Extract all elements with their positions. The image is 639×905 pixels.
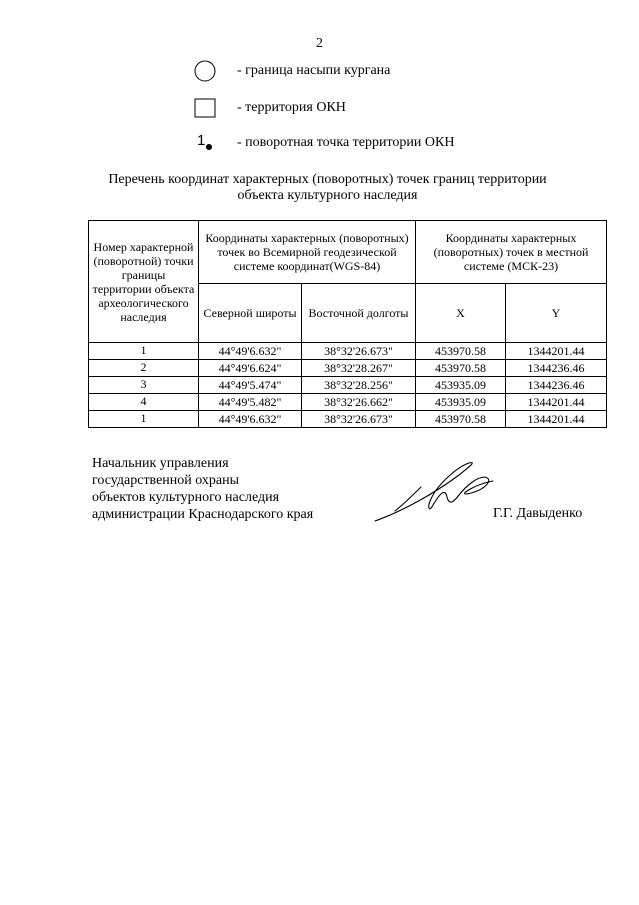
cell-latitude: 44°49'6.632"	[199, 343, 302, 360]
cell-latitude: 44°49'6.632"	[199, 411, 302, 428]
cell-y: 1344201.44	[506, 343, 607, 360]
point-label: 1	[197, 132, 206, 149]
cell-latitude: 44°49'5.482"	[199, 394, 302, 411]
cell-point-number: 4	[89, 394, 199, 411]
table-row	[89, 360, 607, 377]
legend-item-okn-territory	[193, 96, 346, 120]
cell-point-number: 1	[89, 411, 199, 428]
cell-x: 453970.58	[416, 343, 506, 360]
header-wgs84-group: Координаты характерных (поворотных) точек во Всемирной геодезической системе координат(WGS-84)	[199, 221, 416, 284]
legend-item-turning-point	[193, 131, 454, 155]
table-row	[89, 377, 607, 394]
cell-latitude: 44°49'5.474"	[199, 377, 302, 394]
header-north-latitude: Северной широты	[199, 284, 302, 343]
cell-x: 453970.58	[416, 411, 506, 428]
cell-longitude: 38°32'26.673"	[302, 411, 416, 428]
circle-icon	[193, 59, 223, 83]
cell-latitude: 44°49'6.624"	[199, 360, 302, 377]
page-number: 2	[316, 36, 323, 51]
table-row	[89, 411, 607, 428]
cell-y: 1344201.44	[506, 394, 607, 411]
legend-text: - поворотная точка территории ОКН	[237, 135, 455, 150]
document-title	[60, 172, 595, 204]
signer-name: Г.Г. Давыденко	[493, 506, 583, 521]
header-east-longitude: Восточной долготы	[302, 284, 416, 343]
cell-x: 453935.09	[416, 394, 506, 411]
cell-longitude: 38°32'28.256"	[302, 377, 416, 394]
cell-longitude: 38°32'26.673"	[302, 343, 416, 360]
cell-longitude: 38°32'26.662"	[302, 394, 416, 411]
header-y: Y	[506, 284, 607, 343]
cell-y: 1344236.46	[506, 377, 607, 394]
square-icon	[193, 96, 223, 120]
cell-point-number: 3	[89, 377, 199, 394]
legend-text: - территория ОКН	[237, 100, 346, 115]
position-line: Начальник управления	[92, 456, 229, 471]
legend-text: - граница насыпи кургана	[237, 63, 391, 78]
header-msk23-group: Координаты характерных (поворотных) точек в местной системе (МСК-23)	[416, 221, 607, 284]
signer-position	[92, 455, 313, 523]
cell-x: 453935.09	[416, 377, 506, 394]
header-x: X	[416, 284, 506, 343]
cell-longitude: 38°32'28.267"	[302, 360, 416, 377]
position-line: объектов культурного наследия	[92, 490, 280, 505]
cell-point-number: 2	[89, 360, 199, 377]
cell-point-number: 1	[89, 343, 199, 360]
cell-y: 1344236.46	[506, 360, 607, 377]
cell-x: 453970.58	[416, 360, 506, 377]
header-point-number: Номер характерной (поворотной) точки границы территории объекта археологического наследия	[89, 221, 199, 343]
position-line: администрации Краснодарского края	[92, 507, 314, 522]
title-line: Перечень координат характерных (поворотных) точек границ территории	[108, 172, 547, 187]
handwritten-signature-icon	[373, 457, 503, 525]
table-row	[89, 394, 607, 411]
position-line: государственной охраны	[92, 473, 240, 488]
cell-y: 1344201.44	[506, 411, 607, 428]
point-marker-icon	[193, 131, 223, 155]
table-row	[89, 343, 607, 360]
title-line: объекта культурного наследия	[237, 188, 418, 203]
coordinates-table	[88, 220, 607, 428]
legend-item-mound-boundary	[193, 59, 390, 83]
